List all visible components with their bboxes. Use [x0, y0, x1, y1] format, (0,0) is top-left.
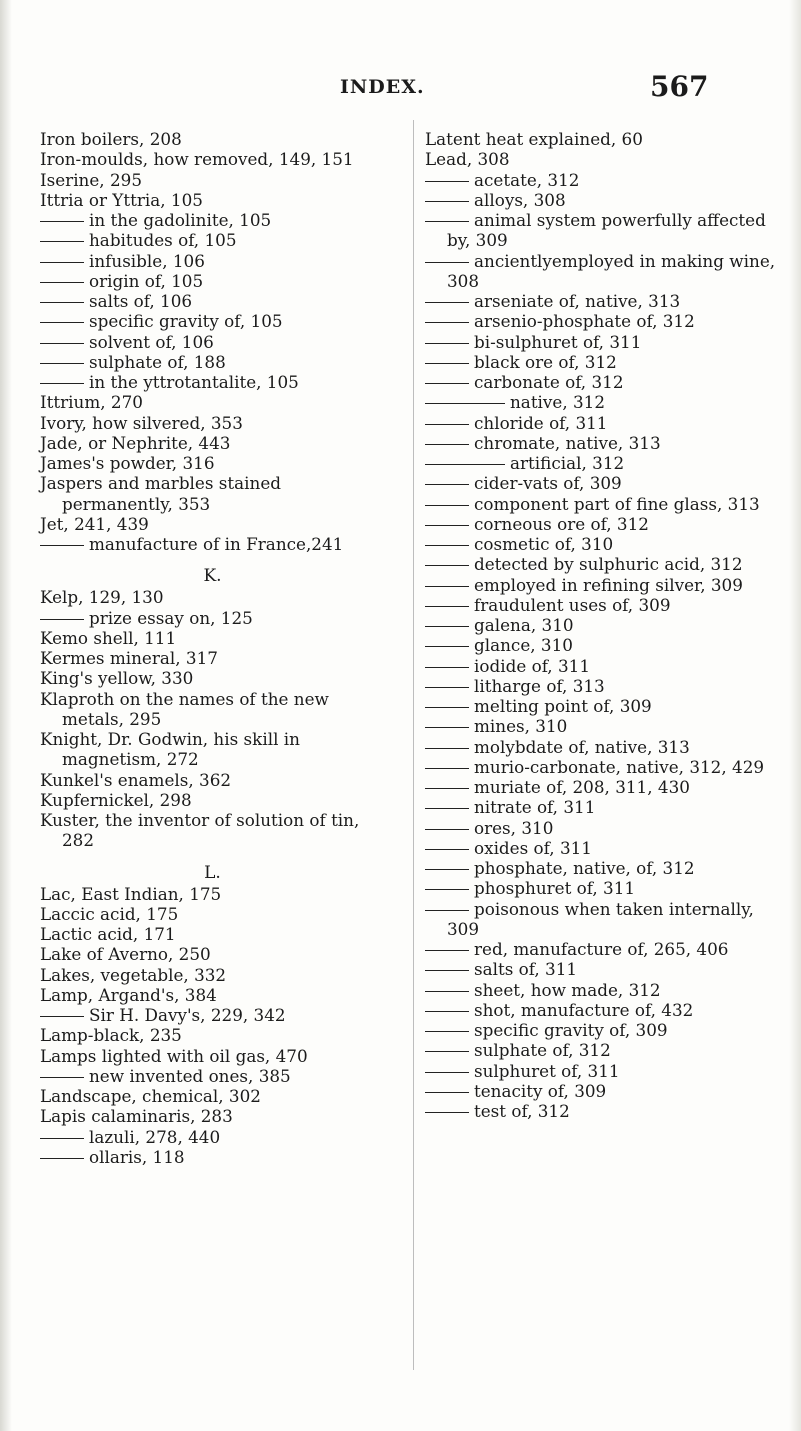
page-edge-shadow-right	[789, 0, 801, 1431]
index-entry	[40, 985, 385, 1005]
ditto-dash	[425, 1072, 469, 1073]
entry-text: origin of, 105	[89, 270, 204, 291]
index-subentry	[425, 1020, 785, 1040]
entry-text: in the yttrotantalite, 105	[89, 372, 299, 392]
index-entry	[40, 668, 385, 688]
entry-text: arseniate of, native, 313	[474, 291, 681, 311]
entry-text: Ivory, how silvered, 353	[40, 412, 243, 433]
index-subentry	[425, 635, 785, 655]
ditto-dash	[425, 545, 469, 546]
entry-text: ollaris, 118	[89, 1146, 185, 1167]
index-subentry	[425, 170, 785, 190]
entry-text: sulphate of, 312	[474, 1040, 611, 1061]
index-subentry	[425, 757, 785, 777]
ditto-dash	[40, 363, 84, 364]
index-entry	[40, 1025, 385, 1045]
entry-text: Lead, 308	[425, 149, 510, 170]
entry-text: cosmetic of, 310	[474, 534, 614, 554]
index-subentry	[40, 332, 385, 352]
entry-text: specific gravity of, 309	[474, 1020, 668, 1040]
ditto-dash	[425, 748, 469, 749]
index-subentry	[425, 413, 785, 433]
entry-text: Latent heat explained, 60	[425, 129, 643, 149]
ditto-dash	[425, 181, 469, 182]
ditto-dash	[425, 322, 469, 323]
index-entry	[425, 149, 785, 169]
ditto-dash	[425, 383, 469, 384]
entry-text: sulphuret of, 311	[474, 1060, 620, 1081]
index-subentry	[425, 190, 785, 210]
index-subentry	[40, 1147, 385, 1167]
ditto-dash	[425, 1112, 469, 1113]
index-subentry	[425, 453, 785, 473]
running-title: INDEX.	[340, 76, 425, 98]
entry-text: employed in refining silver, 309	[474, 574, 743, 595]
entry-text: arsenio-phosphate of, 312	[474, 311, 695, 332]
entry-text: nitrate of, 311	[474, 797, 596, 818]
ditto-dash	[425, 1031, 469, 1032]
entry-text: Lake of Averno, 250	[40, 944, 211, 965]
index-entry	[40, 770, 385, 790]
index-subentry	[40, 372, 385, 392]
index-subentry	[425, 818, 785, 838]
index-subentry	[425, 1000, 785, 1020]
ditto-dash	[425, 201, 469, 202]
index-entry	[40, 1086, 385, 1106]
index-entry	[40, 628, 385, 648]
ditto-dash	[40, 1016, 84, 1017]
index-subentry	[40, 1005, 385, 1025]
index-subentry	[40, 352, 385, 372]
index-subentry	[40, 1127, 385, 1147]
entry-text: lazuli, 278, 440	[89, 1126, 221, 1147]
index-subentry	[40, 251, 385, 271]
index-subentry	[425, 534, 785, 554]
entry-text: ancientlyemployed in making wine, 308	[447, 250, 776, 291]
entry-text: Lactic acid, 171	[40, 924, 176, 944]
entry-text: sulphate of, 188	[89, 351, 226, 372]
entry-text: King's yellow, 330	[40, 668, 194, 689]
entry-text: shot, manufacture of, 432	[474, 999, 694, 1020]
ditto-dash	[425, 667, 469, 668]
index-column-right	[425, 129, 785, 1121]
ditto-dash	[425, 363, 469, 364]
entry-text: glance, 310	[474, 635, 573, 656]
entry-text: Sir H. Davy's, 229, 342	[89, 1005, 286, 1025]
entry-text: sheet, how made, 312	[474, 979, 661, 1000]
index-subentry	[425, 838, 785, 858]
index-subentry	[425, 473, 785, 493]
entry-text: habitudes of, 105	[89, 230, 237, 251]
entry-text: phosphuret of, 311	[474, 878, 636, 899]
ditto-dash	[425, 505, 469, 506]
ditto-dash	[425, 484, 469, 485]
index-entry	[40, 190, 385, 210]
index-subentry	[425, 372, 785, 392]
ditto-dash	[40, 1138, 84, 1139]
entry-text: chromate, native, 313	[474, 432, 661, 453]
entry-text: ores, 310	[474, 817, 554, 838]
entry-text: Kermes mineral, 317	[40, 648, 218, 668]
entry-text: salts of, 106	[89, 291, 193, 311]
entry-text: Lac, East Indian, 175	[40, 883, 222, 904]
ditto-dash	[425, 424, 469, 425]
ditto-dash	[425, 525, 469, 526]
ditto-dash	[40, 383, 84, 384]
index-entry	[40, 392, 385, 412]
index-subentry	[425, 878, 785, 898]
index-entry	[40, 810, 385, 851]
section-letter: K.	[203, 566, 222, 587]
entry-text: red, manufacture of, 265, 406	[474, 939, 729, 959]
index-subentry	[425, 656, 785, 676]
ditto-dash	[40, 1158, 84, 1159]
index-entry	[40, 1106, 385, 1126]
entry-text: Klaproth on the names of the new metals, 295	[40, 688, 329, 729]
index-entry	[40, 648, 385, 668]
entry-text: Lamps lighted with oil gas, 470	[40, 1045, 308, 1066]
entry-text: new invented ones, 385	[89, 1065, 291, 1086]
entry-text: James's powder, 316	[40, 453, 215, 473]
index-entry	[40, 689, 385, 730]
index-subentry	[425, 575, 785, 595]
index-subentry	[425, 696, 785, 716]
index-subentry	[425, 676, 785, 696]
entry-text: Iserine, 295	[40, 169, 142, 190]
index-entry	[40, 924, 385, 944]
ditto-dash	[425, 727, 469, 728]
column-divider	[413, 120, 414, 1370]
entry-text: fraudulent uses of, 309	[474, 594, 671, 615]
index-subentry	[425, 777, 785, 797]
index-subentry	[425, 716, 785, 736]
index-entry	[40, 1046, 385, 1066]
index-subentry	[425, 210, 785, 251]
index-subentry	[40, 291, 385, 311]
ditto-dash	[40, 282, 84, 283]
index-entry	[40, 413, 385, 433]
entry-text: acetate, 312	[474, 169, 580, 190]
entry-text: in the gadolinite, 105	[89, 210, 272, 230]
ditto-dash	[40, 343, 84, 344]
ditto-dash	[40, 221, 84, 222]
ditto-dash	[425, 910, 469, 911]
ditto-dash	[425, 565, 469, 566]
entry-text: solvent of, 106	[89, 331, 214, 352]
entry-text: black ore of, 312	[474, 351, 617, 372]
entry-text: bi-sulphuret of, 311	[474, 331, 642, 352]
index-subentry	[425, 514, 785, 534]
entry-text: Landscape, chemical, 302	[40, 1086, 261, 1106]
entry-text: salts of, 311	[474, 959, 578, 980]
ditto-dash	[425, 221, 469, 222]
ditto-dash	[425, 444, 469, 445]
index-subentry	[40, 271, 385, 291]
entry-text: specific gravity of, 105	[89, 311, 283, 332]
index-subentry	[425, 858, 785, 878]
entry-text: Knight, Dr. Godwin, his skill in magnetism, 272	[40, 729, 300, 770]
page-header	[0, 70, 801, 116]
entry-text: alloys, 308	[474, 189, 566, 210]
entry-text: Jaspers and marbles stained permanently, 353	[40, 473, 282, 514]
index-subentry	[40, 608, 385, 628]
entry-text: corneous ore of, 312	[474, 513, 649, 534]
entry-text: animal system powerfully affected by, 309	[447, 210, 766, 251]
ditto-dash	[425, 464, 505, 465]
index-subentry	[425, 433, 785, 453]
ditto-dash	[425, 1092, 469, 1093]
index-entry	[40, 129, 385, 149]
ditto-dash	[425, 849, 469, 850]
ditto-dash	[425, 707, 469, 708]
entry-text: melting point of, 309	[474, 696, 652, 716]
section-letter: L.	[204, 862, 221, 883]
entry-text: phosphate, native, of, 312	[474, 858, 695, 878]
index-subentry	[425, 1081, 785, 1101]
index-subentry	[425, 980, 785, 1000]
ditto-dash	[425, 302, 469, 303]
ditto-dash	[425, 829, 469, 830]
index-subentry	[425, 392, 785, 412]
index-subentry	[40, 210, 385, 230]
entry-text: mines, 310	[474, 716, 568, 737]
entry-text: Lakes, vegetable, 332	[40, 964, 227, 985]
index-subentry	[40, 311, 385, 331]
ditto-dash	[40, 545, 84, 546]
entry-text: Lamp-black, 235	[40, 1025, 182, 1046]
ditto-dash	[425, 626, 469, 627]
ditto-dash	[425, 586, 469, 587]
ditto-dash	[425, 646, 469, 647]
index-subentry	[425, 311, 785, 331]
entry-text: poisonous when taken internally, 309	[447, 898, 754, 939]
page-number: 567	[650, 70, 709, 103]
index-entry	[40, 587, 385, 607]
entry-text: cider-vats of, 309	[474, 473, 622, 494]
index-entry	[40, 965, 385, 985]
ditto-dash	[425, 869, 469, 870]
index-entry	[40, 473, 385, 514]
ditto-dash	[425, 262, 469, 263]
entry-text: chloride of, 311	[474, 412, 608, 433]
entry-text: molybdate of, native, 313	[474, 736, 690, 757]
entry-text: iodide of, 311	[474, 655, 591, 676]
ditto-dash	[425, 1011, 469, 1012]
index-subentry	[425, 1040, 785, 1060]
entry-text: Iron-moulds, how removed, 149, 151	[40, 149, 354, 170]
index-subentry	[425, 291, 785, 311]
entry-text: infusible, 106	[89, 250, 205, 271]
index-subentry	[425, 332, 785, 352]
index-subentry	[425, 737, 785, 757]
ditto-dash	[40, 619, 84, 620]
index-entry	[40, 170, 385, 190]
entry-text: litharge of, 313	[474, 675, 605, 696]
entry-text: native, 312	[510, 392, 606, 413]
index-entry	[40, 790, 385, 810]
entry-text: galena, 310	[474, 615, 574, 635]
index-subentry	[425, 939, 785, 959]
entry-text: test of, 312	[474, 1101, 570, 1121]
ditto-dash	[425, 343, 469, 344]
entry-text: muriate of, 208, 311, 430	[474, 777, 690, 797]
index-subentry	[40, 1066, 385, 1086]
index-entry	[40, 149, 385, 169]
index-entry	[40, 514, 385, 534]
ditto-dash	[425, 889, 469, 890]
entry-text: Lapis calaminaris, 283	[40, 1106, 233, 1127]
entry-text: Lamp, Argand's, 384	[40, 984, 217, 1005]
ditto-dash	[40, 302, 84, 303]
entry-text: Kelp, 129, 130	[40, 587, 164, 608]
index-subentry	[40, 534, 385, 554]
index-entry	[425, 129, 785, 149]
ditto-dash	[40, 322, 84, 323]
index-entry	[40, 944, 385, 964]
ditto-dash	[425, 991, 469, 992]
entry-text: artificial, 312	[510, 453, 625, 473]
ditto-dash	[425, 788, 469, 789]
entry-text: component part of fine glass, 313	[474, 493, 760, 514]
index-subentry	[425, 899, 785, 940]
ditto-dash	[40, 1077, 84, 1078]
ditto-dash	[425, 950, 469, 951]
index-entry	[40, 453, 385, 473]
entry-text: Ittria or Yttria, 105	[40, 189, 203, 210]
entry-text: Laccic acid, 175	[40, 903, 179, 924]
index-subentry	[425, 352, 785, 372]
ditto-dash	[425, 1051, 469, 1052]
index-subentry	[40, 230, 385, 250]
index-entry	[40, 904, 385, 924]
index-subentry	[425, 1061, 785, 1081]
entry-text: Iron boilers, 208	[40, 129, 182, 149]
index-column-left	[40, 129, 385, 1167]
entry-text: Kunkel's enamels, 362	[40, 769, 232, 790]
entry-text: oxides of, 311	[474, 837, 592, 858]
index-subentry	[425, 1101, 785, 1121]
entry-text: Kupfernickel, 298	[40, 789, 192, 810]
ditto-dash	[425, 403, 505, 404]
ditto-dash	[425, 606, 469, 607]
index-entry	[40, 884, 385, 904]
ditto-dash	[40, 262, 84, 263]
entry-text: prize essay on, 125	[89, 607, 253, 628]
index-entry	[40, 729, 385, 770]
index-subentry	[425, 959, 785, 979]
ditto-dash	[40, 241, 84, 242]
index-subentry	[425, 797, 785, 817]
entry-text: Kemo shell, 111	[40, 627, 177, 648]
entry-text: murio-carbonate, native, 312, 429	[474, 756, 765, 777]
entry-text: detected by sulphuric acid, 312	[474, 554, 743, 575]
index-subentry	[425, 554, 785, 574]
entry-text: tenacity of, 309	[474, 1080, 607, 1101]
entry-text: Jet, 241, 439	[40, 513, 149, 534]
index-entry	[40, 433, 385, 453]
entry-text: manufacture of in France,241	[89, 534, 344, 554]
entry-text: Ittrium, 270	[40, 392, 143, 413]
ditto-dash	[425, 808, 469, 809]
index-subentry	[425, 615, 785, 635]
index-subentry	[425, 494, 785, 514]
index-subentry	[425, 251, 785, 292]
entry-text: carbonate of, 312	[474, 372, 624, 392]
ditto-dash	[425, 970, 469, 971]
ditto-dash	[425, 768, 469, 769]
page-edge-shadow	[0, 0, 12, 1431]
index-subentry	[425, 595, 785, 615]
entry-text: Jade, or Nephrite, 443	[40, 432, 231, 453]
entry-text: Kuster, the inventor of solution of tin, 282	[40, 810, 360, 851]
ditto-dash	[425, 687, 469, 688]
